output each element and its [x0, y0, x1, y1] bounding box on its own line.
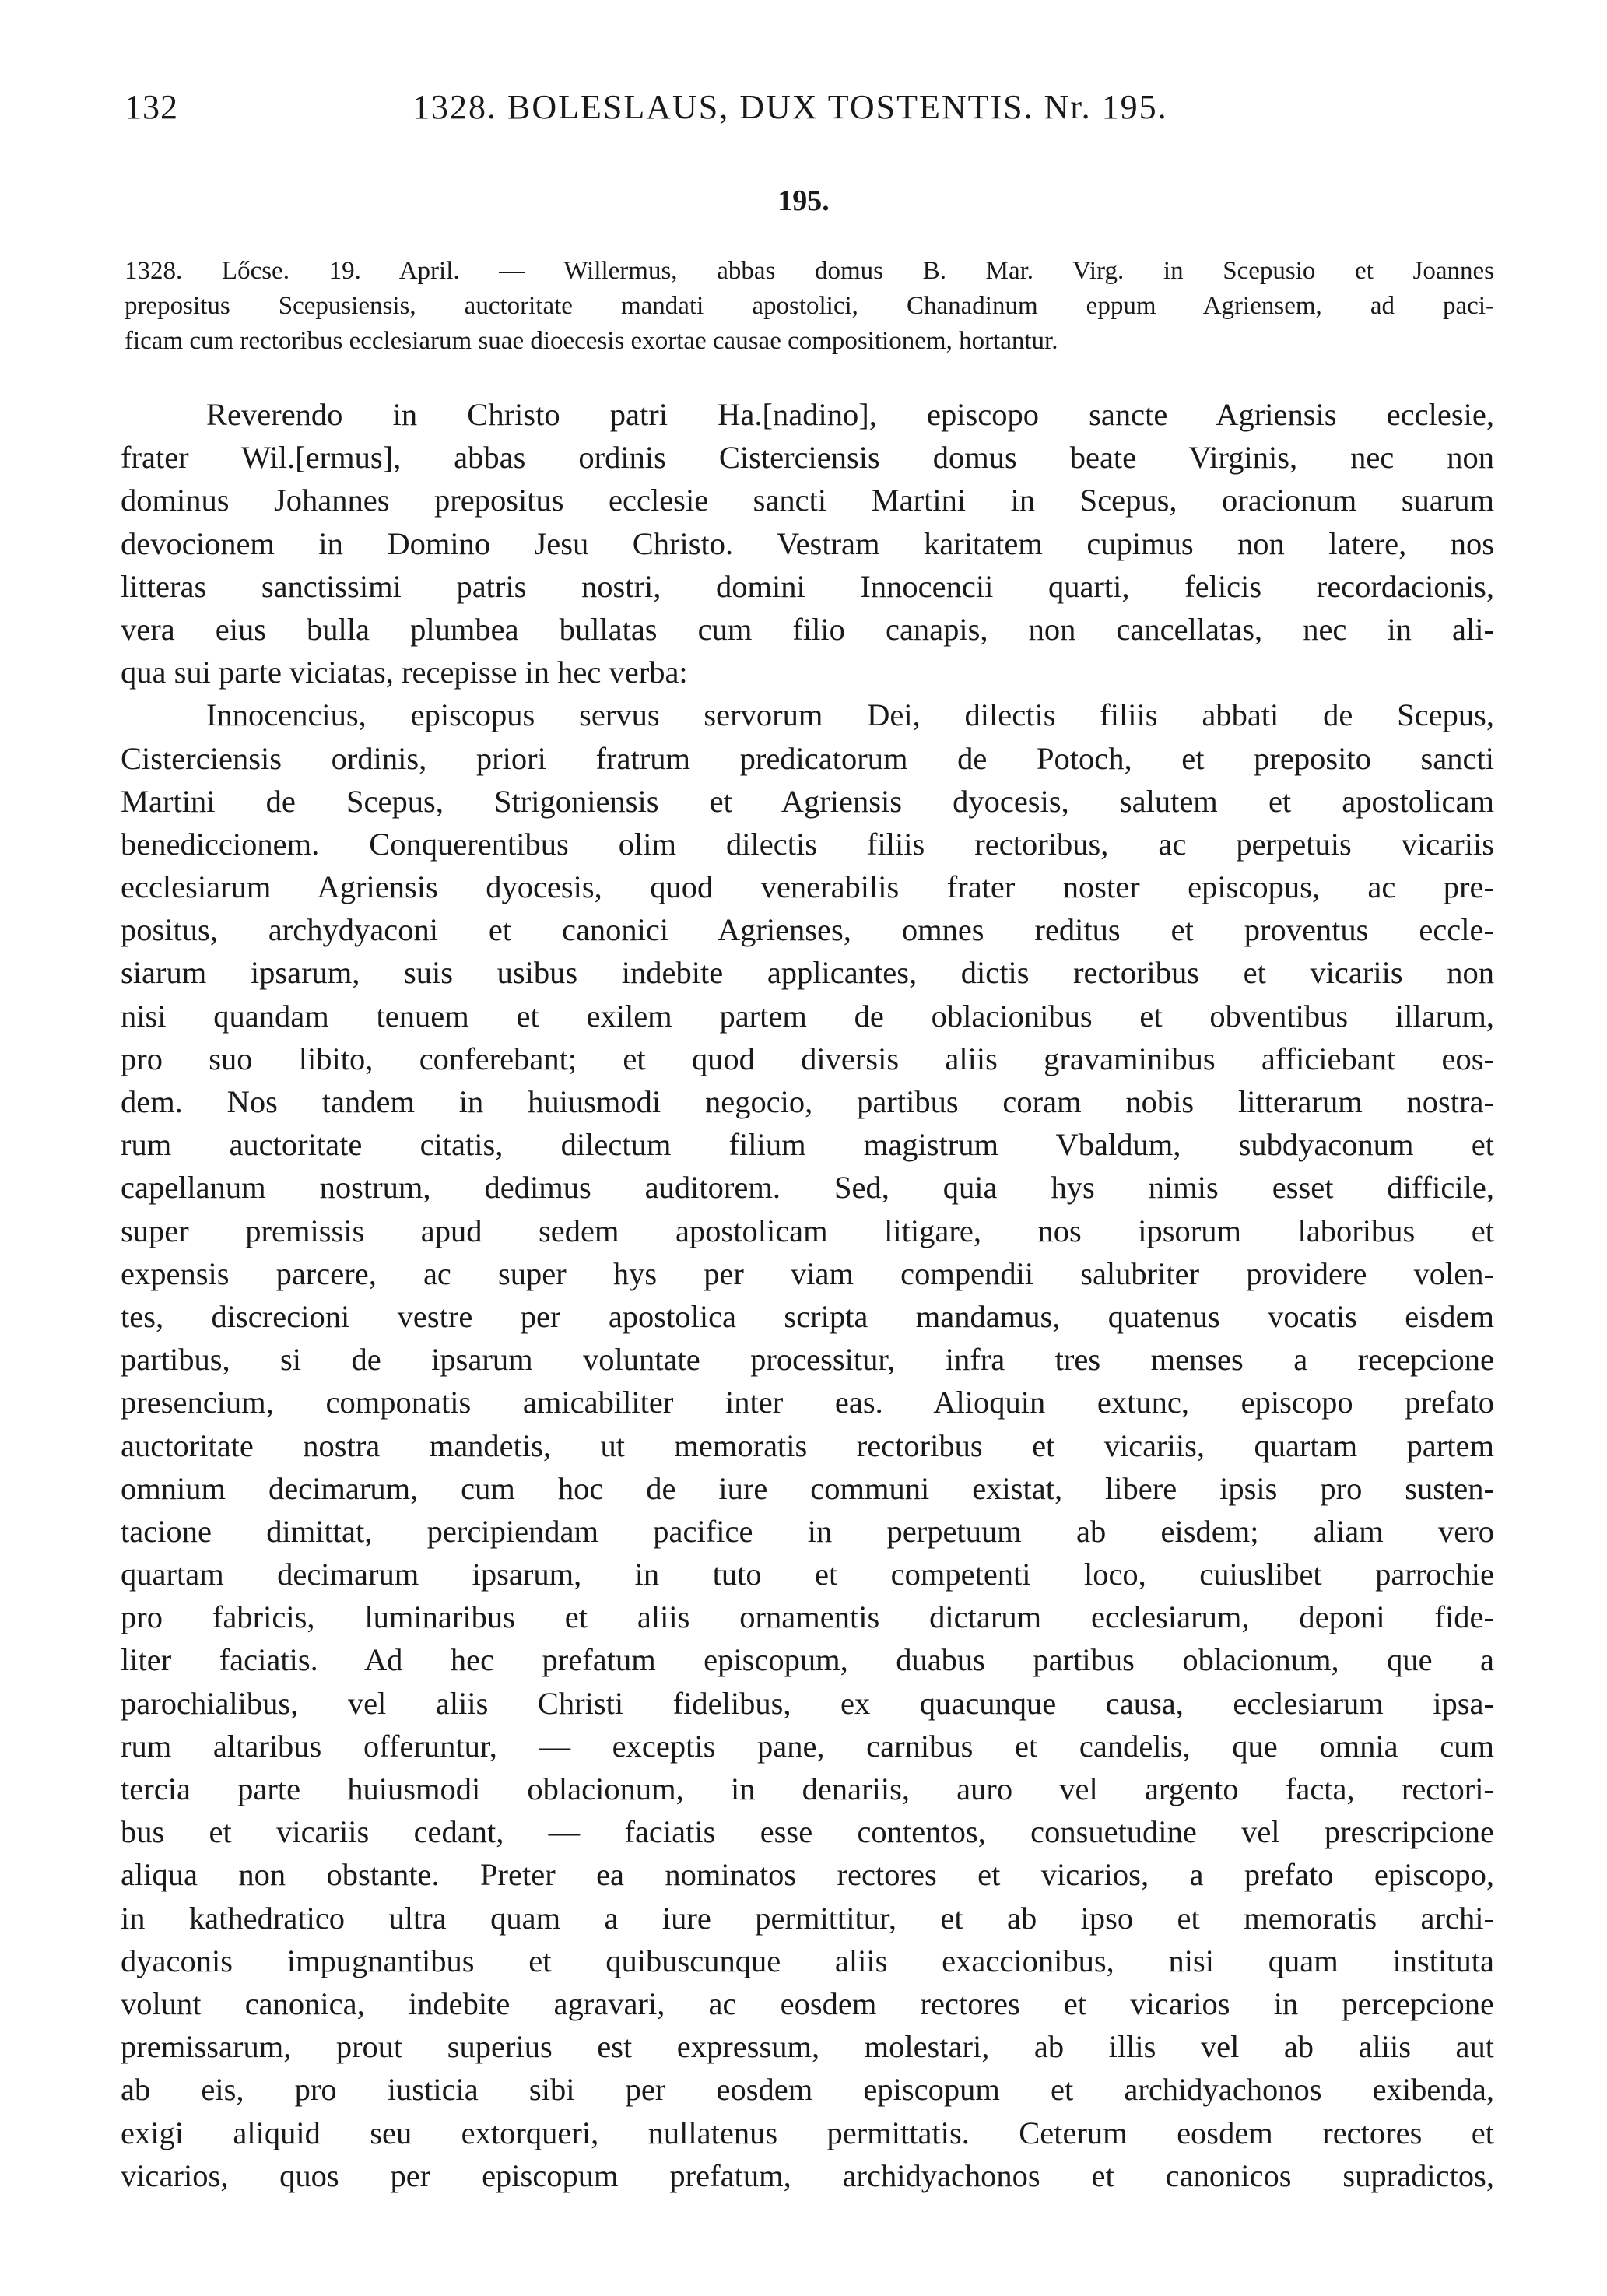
text-line: pro fabricis, luminaribus et aliis ornamentis dictarum ecclesiarum, deponi fide- — [121, 1599, 1494, 1635]
text-line: aliqua non obstante. Preter ea nominatos rectores et vicarios, a prefato episcopo, — [121, 1857, 1494, 1893]
text-line: dyaconis impugnantibus et quibuscunque aliis exaccionibus, nisi quam instituta — [121, 1943, 1494, 1978]
text-line: frater Wil.[ermus], abbas ordinis Cisterciensis domus beate Virginis, nec non — [121, 440, 1494, 476]
text-line: nisi quandam tenuem et exilem partem de oblacionibus et obventibus illarum, — [121, 998, 1494, 1034]
text-line: capellanum nostrum, dedimus auditorem. Sed, quia hys nimis esset difficile, — [121, 1170, 1494, 1206]
text-line: volunt canonica, indebite agravari, ac eosdem rectores et vicarios in percepcione — [121, 1985, 1494, 2021]
running-head — [125, 87, 1230, 134]
text-line: Innocencius, episcopus servus servorum Dei, dilectis filiis abbati de Scepus, — [206, 697, 1494, 733]
text-line: siarum ipsarum, suis usibus indebite applicantes, dictis rectoribus et vicariis non — [121, 955, 1494, 991]
text-line: dem. Nos tandem in huiusmodi negocio, partibus coram nobis litterarum nostra- — [121, 1084, 1494, 1119]
text-line: rum auctoritate citatis, dilectum filium magistrum Vbaldum, subdyaconum et — [121, 1127, 1494, 1163]
running-title: 1328. BOLESLAUS, DUX TOSTENTIS. Nr. 195. — [412, 88, 1168, 126]
text-line: pro suo libito, conferebant; et quod diversis aliis gravaminibus afficiebant eos- — [121, 1041, 1494, 1076]
regest-summary — [125, 254, 1494, 359]
text-line: ab eis, pro iusticia sibi per eosdem episcopum et archidyachonos exibenda, — [121, 2072, 1494, 2108]
text-line: dominus Johannes prepositus ecclesie sancti Martini in Scepus, oracionum suarum — [121, 483, 1494, 518]
text-line: positus, archydyaconi et canonici Agrienses, omnes reditus et proventus eccle- — [121, 912, 1494, 948]
text-line: super premissis apud sedem apostolicam litigare, nos ipsorum laboribus et — [121, 1213, 1494, 1248]
text-line: in kathedratico ultra quam a iure permittitur, et ab ipso et memoratis archi- — [121, 1900, 1494, 1936]
text-line: benediccionem. Conquerentibus olim dilectis filiis rectoribus, ac perpetuis vicariis — [121, 826, 1494, 862]
text-line: rum altaribus offeruntur, — exceptis pane, carnibus et candelis, que omnia cum — [121, 1728, 1494, 1764]
charter-text — [121, 393, 1494, 2197]
text-line: qua sui parte viciatas, recepisse in hec verba: — [121, 655, 688, 690]
text-line: Reverendo in Christo patri Ha.[nadino], episcopo sancte Agriensis ecclesie, — [206, 397, 1494, 432]
text-line: tes, discrecioni vestre per apostolica scripta mandamus, quatenus vocatis eisdem — [121, 1298, 1494, 1334]
text-line: partibus, si de ipsarum voluntate processitur, infra tres menses a recepcione — [121, 1342, 1494, 1378]
regest-line: 1328. Lőcse. 19. April. — Willermus, abbas domus B. Mar. Virg. in Scepusio et Joannes — [125, 257, 1494, 285]
text-line: expensis parcere, ac super hys per viam compendii salubriter providere volen- — [121, 1255, 1494, 1291]
text-line: bus et vicariis cedant, — faciatis esse contentos, consuetudine vel prescripcione — [121, 1814, 1494, 1850]
text-line: parochialibus, vel aliis Christi fidelibus, ex quacunque causa, ecclesiarum ipsa- — [121, 1685, 1494, 1721]
text-line: liter faciatis. Ad hec prefatum episcopum, duabus partibus oblacionum, que a — [121, 1642, 1494, 1678]
text-line: ecclesiarum Agriensis dyocesis, quod venerabilis frater noster episcopus, ac pre- — [121, 869, 1494, 905]
text-line: Cisterciensis ordinis, priori fratrum predicatorum de Potoch, et preposito sancti — [121, 740, 1494, 776]
text-line: quartam decimarum ipsarum, in tuto et competenti loco, cuiuslibet parrochie — [121, 1557, 1494, 1592]
regest-line: ficam cum rectoribus ecclesiarum suae dioecesis exortae causae compositionem, hortantur. — [125, 327, 1058, 355]
text-line: auctoritate nostra mandetis, ut memoratis rectoribus et vicariis, quartam partem — [121, 1427, 1494, 1463]
document-number: 195. — [777, 184, 830, 217]
text-line: litteras sanctissimi patris nostri, domini Innocencii quarti, felicis recordacionis, — [121, 568, 1494, 604]
page-number: 132 — [125, 88, 178, 126]
text-line: omnium decimarum, cum hoc de iure communi existat, libere ipsis pro susten- — [121, 1470, 1494, 1506]
text-line: vera eius bulla plumbea bullatas cum filio canapis, non cancellatas, nec in ali- — [121, 611, 1494, 647]
text-line: tacione dimittat, percipiendam pacifice in perpetuum ab eisdem; aliam vero — [121, 1513, 1494, 1549]
text-line: exigi aliquid seu extorqueri, nullatenus permittatis. Ceterum eosdem rectores et — [121, 2115, 1494, 2150]
text-line: Martini de Scepus, Strigoniensis et Agriensis dyocesis, salutem et apostolicam — [121, 783, 1494, 819]
text-line: devocionem in Domino Jesu Christo. Vestram karitatem cupimus non latere, nos — [121, 525, 1494, 561]
text-line: tercia parte huiusmodi oblacionum, in denariis, auro vel argento facta, rectori- — [121, 1771, 1494, 1806]
text-line: vicarios, quos per episcopum prefatum, archidyachonos et canonicos supradictos, — [121, 2157, 1494, 2193]
text-line: premissarum, prout superius est expressum, molestari, ab illis vel ab aliis aut — [121, 2029, 1494, 2065]
regest-line: prepositus Scepusiensis, auctoritate mandati apostolici, Chanadinum eppum Agriensem, ad paci- — [125, 292, 1494, 320]
text-line: presencium, componatis amicabiliter inter eas. Alioquin extunc, episcopo prefato — [121, 1385, 1494, 1420]
